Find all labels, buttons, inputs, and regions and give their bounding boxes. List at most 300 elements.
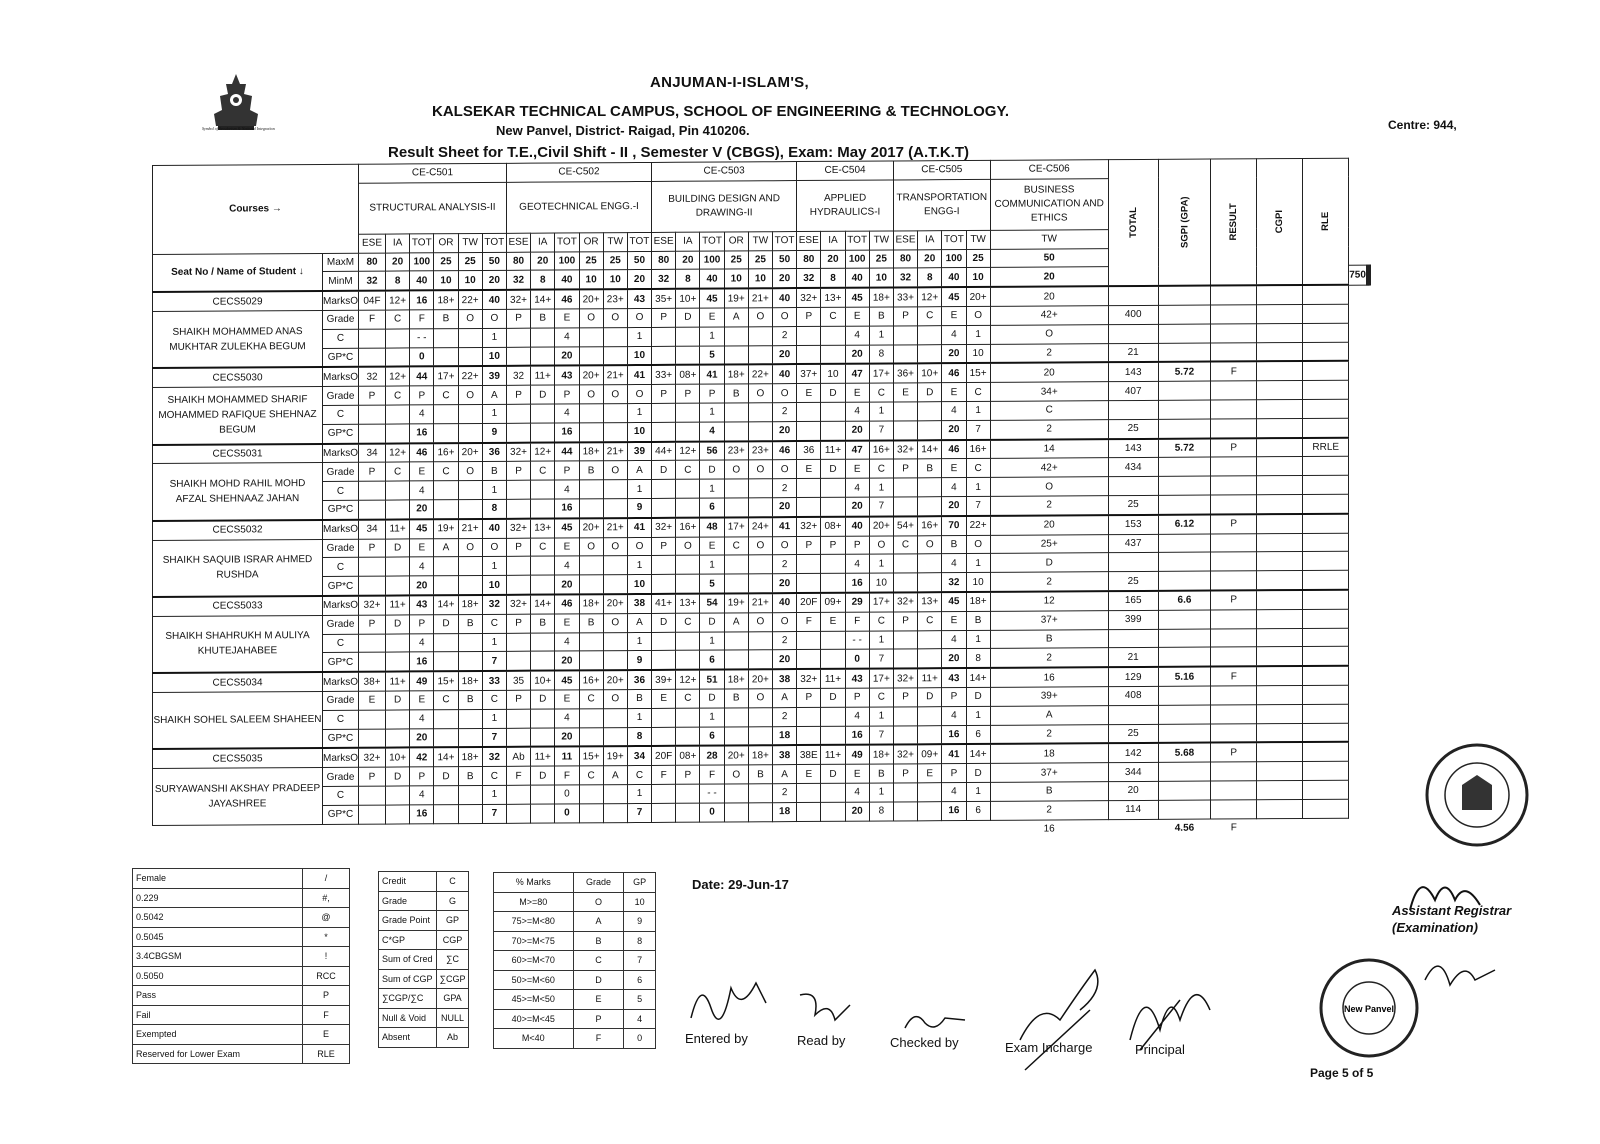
- course-code: CE-C501: [359, 163, 507, 183]
- score-cell: [359, 652, 386, 671]
- score-cell: B: [724, 689, 748, 708]
- row-label: C: [323, 786, 359, 805]
- maxm-value: 25: [724, 250, 748, 269]
- score-cell: 38: [773, 745, 797, 764]
- score-cell: 45: [942, 287, 966, 306]
- score-cell: 20: [990, 515, 1108, 535]
- course-name: GEOTECHNICAL ENGG.-I: [506, 181, 651, 233]
- minm-value: 32: [893, 268, 917, 287]
- score-cell: P: [506, 538, 530, 557]
- score-cell: [797, 497, 821, 516]
- table-cell: [1257, 552, 1303, 571]
- score-cell: P: [410, 386, 434, 405]
- legend-cell: A: [573, 912, 624, 932]
- sub-header: TW: [603, 232, 627, 251]
- sub-header: TW: [869, 231, 893, 250]
- score-cell: [724, 574, 748, 593]
- result-header: [1211, 159, 1257, 286]
- course-name: APPLIED HYDRAULICS-I: [797, 180, 894, 232]
- score-cell: 44: [555, 442, 579, 461]
- score-cell: 47: [845, 440, 869, 459]
- score-cell: 11: [555, 747, 579, 766]
- sub-header: TOT: [942, 230, 966, 249]
- score-cell: 43: [627, 289, 651, 308]
- courses-label: Courses →: [153, 164, 359, 254]
- score-cell: [821, 402, 845, 421]
- score-cell: 37+: [797, 364, 821, 383]
- score-cell: [748, 784, 772, 803]
- table-cell: [1158, 495, 1211, 515]
- score-cell: 10: [821, 364, 845, 383]
- score-cell: [676, 327, 700, 346]
- table-cell: [1211, 533, 1257, 552]
- score-cell: [893, 344, 917, 363]
- table-cell: [1257, 609, 1303, 628]
- score-cell: [748, 421, 772, 440]
- legend-cell: 0.229: [133, 888, 303, 908]
- score-cell: 09+: [918, 744, 942, 763]
- maxm-value: 80: [359, 253, 386, 272]
- score-cell: [434, 633, 458, 652]
- score-cell: 34: [627, 746, 651, 765]
- table-cell: [1158, 724, 1211, 744]
- legend-cell: 0.5050: [133, 966, 303, 986]
- score-cell: O: [748, 612, 772, 631]
- minm-value: 40: [942, 268, 966, 287]
- score-cell: [506, 728, 530, 747]
- sgpi-header: [1158, 159, 1211, 286]
- score-cell: A: [990, 705, 1108, 725]
- minm-value: 10: [579, 270, 603, 289]
- score-cell: [506, 328, 530, 347]
- maxm-value: 50: [990, 248, 1108, 268]
- score-cell: [821, 326, 845, 345]
- score-cell: [458, 557, 482, 576]
- score-cell: [506, 652, 530, 671]
- score-cell: [359, 729, 386, 748]
- minm-value: 40: [555, 270, 579, 289]
- score-cell: [579, 632, 603, 651]
- logo-caption: Symbol of Secularism & National Integration: [202, 126, 275, 131]
- score-cell: O: [458, 538, 482, 557]
- legend-cell: 4: [624, 1009, 656, 1029]
- result-sheet-title: Result Sheet for T.E.,Civil Shift - II , Semester V (CBGS), Exam: May 2017 (A.T.K.T): [388, 144, 969, 161]
- score-cell: 20: [555, 727, 579, 746]
- score-cell: - -: [410, 329, 434, 348]
- score-cell: 19+: [434, 519, 458, 538]
- score-cell: 14+: [434, 747, 458, 766]
- score-cell: F: [359, 310, 386, 329]
- legend-cell: NULL: [436, 1008, 469, 1028]
- score-cell: O: [458, 462, 482, 481]
- score-cell: 9: [627, 651, 651, 670]
- score-cell: 08+: [676, 746, 700, 765]
- score-cell: 4: [555, 709, 579, 728]
- student-name: SHAIKH MOHAMMED SHARIF MOHAMMED RAFIQUE SHEHNAZ BEGUM: [153, 387, 323, 445]
- legend-row: [379, 891, 469, 911]
- result-value: [1211, 285, 1257, 305]
- score-cell: [893, 326, 917, 345]
- score-cell: 17+: [869, 592, 893, 611]
- score-cell: C: [482, 690, 506, 709]
- table-cell: [1158, 381, 1211, 400]
- score-cell: 16+: [434, 443, 458, 462]
- score-cell: 20+: [603, 670, 627, 689]
- seat-number: CECS5034: [153, 672, 323, 692]
- score-cell: 5: [700, 574, 724, 593]
- table-cell: [1303, 475, 1349, 494]
- score-cell: 32+: [893, 440, 917, 459]
- score-cell: E: [555, 309, 579, 328]
- sub-header: TOT: [555, 233, 579, 252]
- score-cell: 4: [555, 632, 579, 651]
- table-cell: [1369, 265, 1370, 284]
- score-cell: 14: [990, 439, 1108, 459]
- score-cell: [724, 422, 748, 441]
- score-cell: 34+: [990, 382, 1108, 402]
- table-cell: [1257, 457, 1303, 476]
- score-cell: D: [918, 383, 942, 402]
- total-cell: 399: [1108, 610, 1158, 629]
- sub-header: IA: [821, 231, 845, 250]
- score-cell: [603, 803, 627, 822]
- score-cell: [821, 726, 845, 745]
- minm-label: MinM: [323, 272, 359, 292]
- score-cell: P: [555, 385, 579, 404]
- cgpi-value: [1257, 285, 1303, 305]
- score-cell: [676, 803, 700, 822]
- score-cell: [821, 707, 845, 726]
- score-cell: C: [627, 766, 651, 785]
- score-cell: [506, 575, 530, 594]
- score-cell: 20: [555, 346, 579, 365]
- score-cell: 4: [555, 404, 579, 423]
- table-cell: [1211, 686, 1257, 705]
- university-seal-icon: [1422, 740, 1532, 850]
- score-cell: [603, 327, 627, 346]
- score-cell: 32: [942, 573, 966, 592]
- score-cell: 8: [627, 727, 651, 746]
- table-cell: [1211, 552, 1257, 571]
- row-label: GP*C: [323, 500, 359, 520]
- total-cell: 400: [1108, 305, 1158, 324]
- score-cell: P: [942, 764, 966, 783]
- score-cell: 7: [869, 421, 893, 440]
- score-cell: 1: [627, 327, 651, 346]
- score-cell: A: [773, 765, 797, 784]
- score-cell: 49: [845, 745, 869, 764]
- score-cell: - -: [845, 631, 869, 650]
- score-cell: 08+: [676, 365, 700, 384]
- legend-cell: Credit: [379, 872, 437, 892]
- table-cell: [1211, 305, 1257, 324]
- score-cell: 46: [773, 441, 797, 460]
- legend-cell: #,: [303, 888, 350, 908]
- score-cell: O: [724, 765, 748, 784]
- score-cell: 11+: [386, 672, 410, 691]
- score-cell: [458, 499, 482, 518]
- score-cell: [359, 329, 386, 348]
- row-label: MarksO: [323, 443, 359, 463]
- legend-row: [494, 931, 656, 951]
- total-cell: [1108, 400, 1158, 419]
- legend-row: [133, 966, 350, 986]
- score-cell: [748, 479, 772, 498]
- score-cell: 4: [942, 478, 966, 497]
- score-cell: 4: [845, 402, 869, 421]
- score-cell: [652, 479, 676, 498]
- course-name: TRANSPORTATION ENGG-I: [893, 179, 990, 231]
- score-cell: B: [990, 782, 1108, 802]
- legend-cell: 40>=M<45: [494, 1009, 574, 1029]
- legend-cell: RLE: [303, 1044, 350, 1064]
- score-cell: 54: [700, 593, 724, 612]
- legend-row: [133, 1005, 350, 1025]
- score-cell: D: [700, 460, 724, 479]
- total-cell: 21: [1108, 343, 1158, 363]
- score-cell: 20+: [579, 518, 603, 537]
- score-cell: [579, 423, 603, 442]
- legend-row: [133, 869, 350, 889]
- score-cell: 08+: [821, 517, 845, 536]
- row-label: C: [323, 558, 359, 577]
- score-cell: B: [458, 614, 482, 633]
- maxm-value: 100: [555, 251, 579, 270]
- score-cell: [386, 500, 410, 519]
- score-cell: 4: [410, 557, 434, 576]
- legend-cell: Absent: [379, 1028, 437, 1048]
- score-cell: 7: [966, 420, 990, 439]
- score-cell: 20: [410, 728, 434, 747]
- legend-cell: Null & Void: [379, 1008, 437, 1028]
- score-cell: [821, 650, 845, 669]
- score-cell: [676, 479, 700, 498]
- score-cell: 10+: [676, 289, 700, 308]
- row-label: GP*C: [323, 729, 359, 749]
- score-cell: 48: [700, 517, 724, 536]
- result-value: P: [1211, 438, 1257, 458]
- table-cell: [1257, 628, 1303, 647]
- score-cell: C: [869, 459, 893, 478]
- score-cell: [724, 650, 748, 669]
- score-cell: D: [700, 689, 724, 708]
- score-cell: O: [579, 537, 603, 556]
- score-cell: 13+: [918, 592, 942, 611]
- score-cell: 1: [482, 404, 506, 423]
- score-cell: 46: [555, 594, 579, 613]
- score-cell: [918, 554, 942, 573]
- signature-exam-incharge-icon: [1010, 960, 1110, 1080]
- score-cell: [386, 805, 410, 824]
- score-cell: 4: [555, 480, 579, 499]
- score-cell: A: [724, 613, 748, 632]
- score-cell: 2: [773, 555, 797, 574]
- score-cell: [434, 709, 458, 728]
- score-cell: 2: [990, 572, 1108, 592]
- score-cell: 32+: [797, 517, 821, 536]
- score-cell: 20+: [966, 287, 990, 306]
- legend-cell: Grade: [379, 891, 437, 911]
- table-cell: [1158, 647, 1211, 667]
- legend-cell: B: [573, 931, 624, 951]
- score-cell: [724, 403, 748, 422]
- score-cell: 4: [410, 633, 434, 652]
- sub-header: OR: [579, 233, 603, 252]
- score-cell: 43: [845, 669, 869, 688]
- score-cell: 16: [410, 424, 434, 443]
- score-cell: 42+: [990, 306, 1108, 326]
- table-cell: [1211, 781, 1257, 800]
- score-cell: [359, 805, 386, 824]
- table-cell: [1257, 418, 1303, 438]
- score-cell: 4: [555, 328, 579, 347]
- score-cell: 2: [990, 419, 1108, 439]
- score-cell: [386, 329, 410, 348]
- maxm-value: 20: [918, 249, 942, 268]
- score-cell: [603, 422, 627, 441]
- legend-cell: Reserved for Lower Exam: [133, 1044, 303, 1064]
- score-cell: 0: [700, 803, 724, 822]
- last-result: F: [1230, 822, 1237, 834]
- score-cell: 43: [942, 668, 966, 687]
- score-cell: [603, 346, 627, 365]
- score-cell: C: [531, 461, 555, 480]
- sub-header: IA: [531, 233, 555, 252]
- page-number: Page 5 of 5: [1310, 1066, 1374, 1080]
- score-cell: 32+: [506, 290, 530, 309]
- score-cell: P: [821, 536, 845, 555]
- legend-symbols-table: [132, 868, 350, 1064]
- cgpi-label: CGPI: [1274, 210, 1286, 234]
- table-cell: [1303, 380, 1349, 399]
- sgpi-value: 5.72: [1158, 362, 1211, 382]
- score-cell: [797, 802, 821, 821]
- score-cell: [797, 574, 821, 593]
- legend-cell: F: [303, 1005, 350, 1025]
- score-cell: O: [918, 535, 942, 554]
- legend-cell: Sum of CGP: [379, 969, 437, 989]
- score-cell: D: [918, 688, 942, 707]
- maxm-value: 25: [603, 251, 627, 270]
- score-cell: [748, 707, 772, 726]
- score-cell: B: [482, 462, 506, 481]
- course-code: CE-C506: [990, 160, 1108, 180]
- score-cell: 17+: [869, 364, 893, 383]
- score-cell: [458, 576, 482, 595]
- table-cell: [1257, 762, 1303, 781]
- score-cell: P: [893, 612, 917, 631]
- score-cell: [506, 633, 530, 652]
- score-cell: [652, 574, 676, 593]
- score-cell: E: [700, 308, 724, 327]
- score-cell: 45: [942, 592, 966, 611]
- seat-number: CECS5032: [153, 520, 323, 540]
- score-cell: 33+: [652, 365, 676, 384]
- score-cell: 11+: [531, 366, 555, 385]
- score-cell: [359, 348, 386, 367]
- score-cell: 33+: [893, 288, 917, 307]
- score-cell: 19+: [724, 593, 748, 612]
- minm-value: 20: [482, 271, 506, 290]
- sub-header: TOT: [700, 232, 724, 251]
- score-cell: [434, 481, 458, 500]
- score-cell: 39: [482, 366, 506, 385]
- score-cell: [458, 728, 482, 747]
- score-cell: [918, 630, 942, 649]
- score-cell: 20: [845, 497, 869, 516]
- score-cell: P: [676, 765, 700, 784]
- score-cell: 20+: [579, 366, 603, 385]
- score-cell: 22+: [748, 365, 772, 384]
- score-cell: 70: [942, 516, 966, 535]
- legend-cell: GPA: [436, 989, 469, 1009]
- table-cell: [1303, 457, 1349, 476]
- score-cell: [531, 328, 555, 347]
- total-cell: 437: [1108, 534, 1158, 553]
- score-cell: [603, 404, 627, 423]
- score-cell: D: [821, 460, 845, 479]
- last-sgpi: 4.56: [1174, 822, 1195, 834]
- legend-cell: M>=80: [494, 892, 574, 912]
- score-cell: 2: [773, 479, 797, 498]
- sgpi-label: SGPI (GPA): [1178, 196, 1190, 249]
- score-cell: [893, 497, 917, 516]
- total-cell: [1108, 286, 1158, 306]
- sub-header: TW: [966, 230, 990, 249]
- score-cell: 10+: [531, 671, 555, 690]
- rle-value: [1303, 361, 1349, 381]
- course-name: BUSINESS COMMUNICATION AND ETHICS: [990, 178, 1108, 230]
- score-cell: 11+: [531, 747, 555, 766]
- score-cell: 8: [482, 499, 506, 518]
- score-cell: C: [434, 462, 458, 481]
- minm-value: 32: [797, 269, 821, 288]
- score-cell: [797, 555, 821, 574]
- legend-cell: ∑C: [436, 950, 469, 970]
- score-cell: 2: [773, 326, 797, 345]
- maxm-value: 80: [652, 251, 676, 270]
- score-cell: 12+: [531, 442, 555, 461]
- score-cell: 11+: [821, 440, 845, 459]
- score-cell: O: [748, 308, 772, 327]
- sub-header: OR: [434, 233, 458, 252]
- score-cell: 38: [627, 594, 651, 613]
- score-cell: O: [748, 460, 772, 479]
- legend-grade-table: [493, 872, 656, 1049]
- score-cell: 32+: [359, 748, 386, 767]
- score-cell: 40: [482, 519, 506, 538]
- score-cell: [579, 803, 603, 822]
- score-cell: [724, 555, 748, 574]
- principal-label: Principal: [1135, 1042, 1185, 1057]
- score-cell: E: [797, 460, 821, 479]
- table-cell: [1303, 761, 1349, 780]
- score-cell: 19+: [603, 746, 627, 765]
- table-cell: [1257, 647, 1303, 667]
- score-cell: E: [555, 537, 579, 556]
- score-cell: [918, 420, 942, 439]
- score-cell: 7: [869, 649, 893, 668]
- score-cell: 20: [942, 649, 966, 668]
- score-cell: [893, 573, 917, 592]
- score-cell: [918, 344, 942, 363]
- legend-cell: 7: [624, 951, 656, 971]
- table-cell: [1211, 381, 1257, 400]
- score-cell: [579, 346, 603, 365]
- table-cell: [1158, 629, 1211, 648]
- score-cell: C: [918, 307, 942, 326]
- legend-cell: 6: [624, 970, 656, 990]
